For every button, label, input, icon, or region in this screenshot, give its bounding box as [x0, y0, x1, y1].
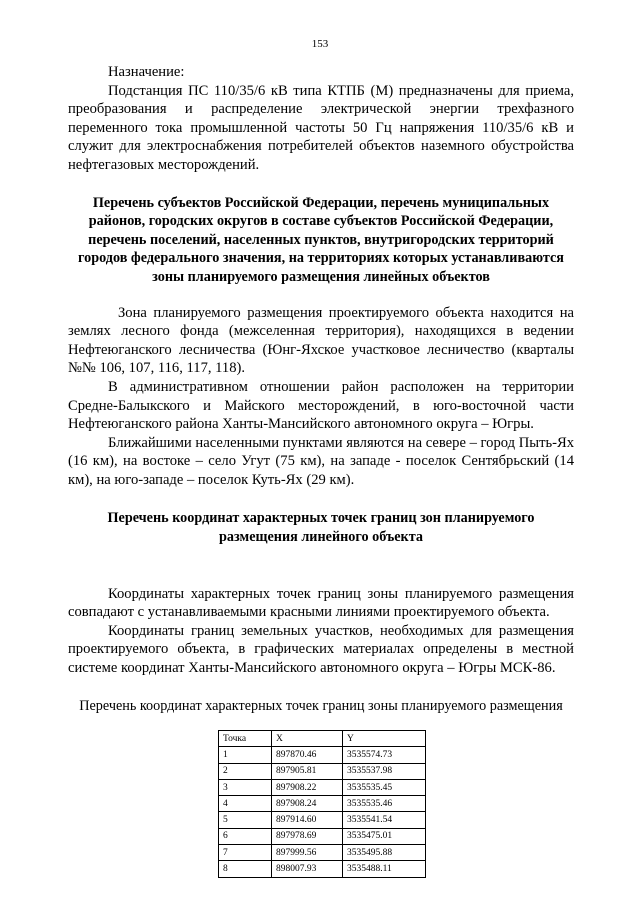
cell-x: 897905.81 [272, 763, 343, 779]
section2-heading: Перечень координат характерных точек границ зон планируемого размещения линейного объекта [107, 510, 535, 546]
cell-y: 3535488.11 [343, 861, 426, 877]
cell-point: 6 [219, 828, 272, 844]
page-content [68, 63, 574, 715]
cell-y: 3535495.88 [343, 845, 426, 861]
cell-point: 5 [219, 812, 272, 828]
table-caption: Перечень координат характерных точек границ зоны планируемого размещения [79, 697, 563, 714]
table-row [219, 812, 426, 828]
section1-paragraph-3: Ближайшими населенными пунктами являются на севере – город Пыть-Ях (16 км), на востоке – село Угут (75 км), на западе - поселок Сентябрьский (14 км), на юго-западе – поселок Куть-Ях (29 км). [68, 434, 574, 488]
cell-x: 897999.56 [272, 845, 343, 861]
cell-point: 3 [219, 779, 272, 795]
cell-point: 4 [219, 796, 272, 812]
cell-x: 897908.22 [272, 779, 343, 795]
table-row [219, 845, 426, 861]
section1-heading: Перечень субъектов Российской Федерации, перечень муниципальных районов, городских округов в составе субъектов Российской Федерации, перечень поселений, населенных пунктов, внутригородских территорий городов федерального значения, на территориях которых устанавливаются зоны планируемого размещения линейных объектов [78, 194, 564, 285]
header-point: Точка [219, 731, 272, 747]
purpose-text: Подстанция ПС 110/35/6 кВ типа КТПБ (М) предназначены для приема, преобразования и распределение электрической энергии трехфазного переменного тока промышленной частоты 50 Гц напряжения 110/35/6 кВ и служит для электроснабжения потребителей объектов наземного обустройства нефтегазовых месторождений. [68, 82, 574, 173]
purpose-label: Назначение: [108, 64, 185, 80]
cell-y: 3535541.54 [343, 812, 426, 828]
cell-y: 3535535.46 [343, 796, 426, 812]
cell-point: 7 [219, 845, 272, 861]
cell-y: 3535475.01 [343, 828, 426, 844]
table-row [219, 828, 426, 844]
section1-paragraph-2: В административном отношении район расположен на территории Средне-Балыкского и Майского месторождений, в юго-восточной части Нефтеюганского района Ханты-Мансийского автономного округа – Югры. [68, 378, 574, 433]
table-row [219, 763, 426, 779]
section1-paragraph-1: Зона планируемого размещения проектируемого объекта находится на землях лесного фонда (межселенная территория), находящихся в ведении Нефтеюганского лесничества (Юнг-Яхское участковое лесничество (кварталы №№ 106, 107, 116, 117, 118). [68, 304, 574, 377]
cell-point: 2 [219, 763, 272, 779]
header-y: Y [343, 731, 426, 747]
section2-paragraph-2: Координаты границ земельных участков, необходимых для размещения проектируемого объекта, в графических материалах определены в местной системе координат Ханты-Мансийского автономного округа – Югры МСК-86. [68, 622, 574, 677]
cell-x: 897908.24 [272, 796, 343, 812]
table-row [219, 861, 426, 877]
cell-x: 897914.60 [272, 812, 343, 828]
table-row [219, 779, 426, 795]
cell-point: 1 [219, 747, 272, 763]
cell-y: 3535537.98 [343, 763, 426, 779]
cell-x: 898007.93 [272, 861, 343, 877]
cell-y: 3535574.73 [343, 747, 426, 763]
table-row [219, 747, 426, 763]
page-number: 153 [311, 38, 329, 50]
table-row [219, 796, 426, 812]
cell-x: 897978.69 [272, 828, 343, 844]
cell-y: 3535535.45 [343, 779, 426, 795]
header-x: X [272, 731, 343, 747]
table-header-row [219, 731, 426, 747]
section2-paragraph-1: Координаты характерных точек границ зоны планируемого размещения совпадают с устанавливаемыми красными линиями проектируемого объекта. [68, 585, 574, 621]
cell-point: 8 [219, 861, 272, 877]
cell-x: 897870.46 [272, 747, 343, 763]
coordinates-table [218, 730, 426, 878]
